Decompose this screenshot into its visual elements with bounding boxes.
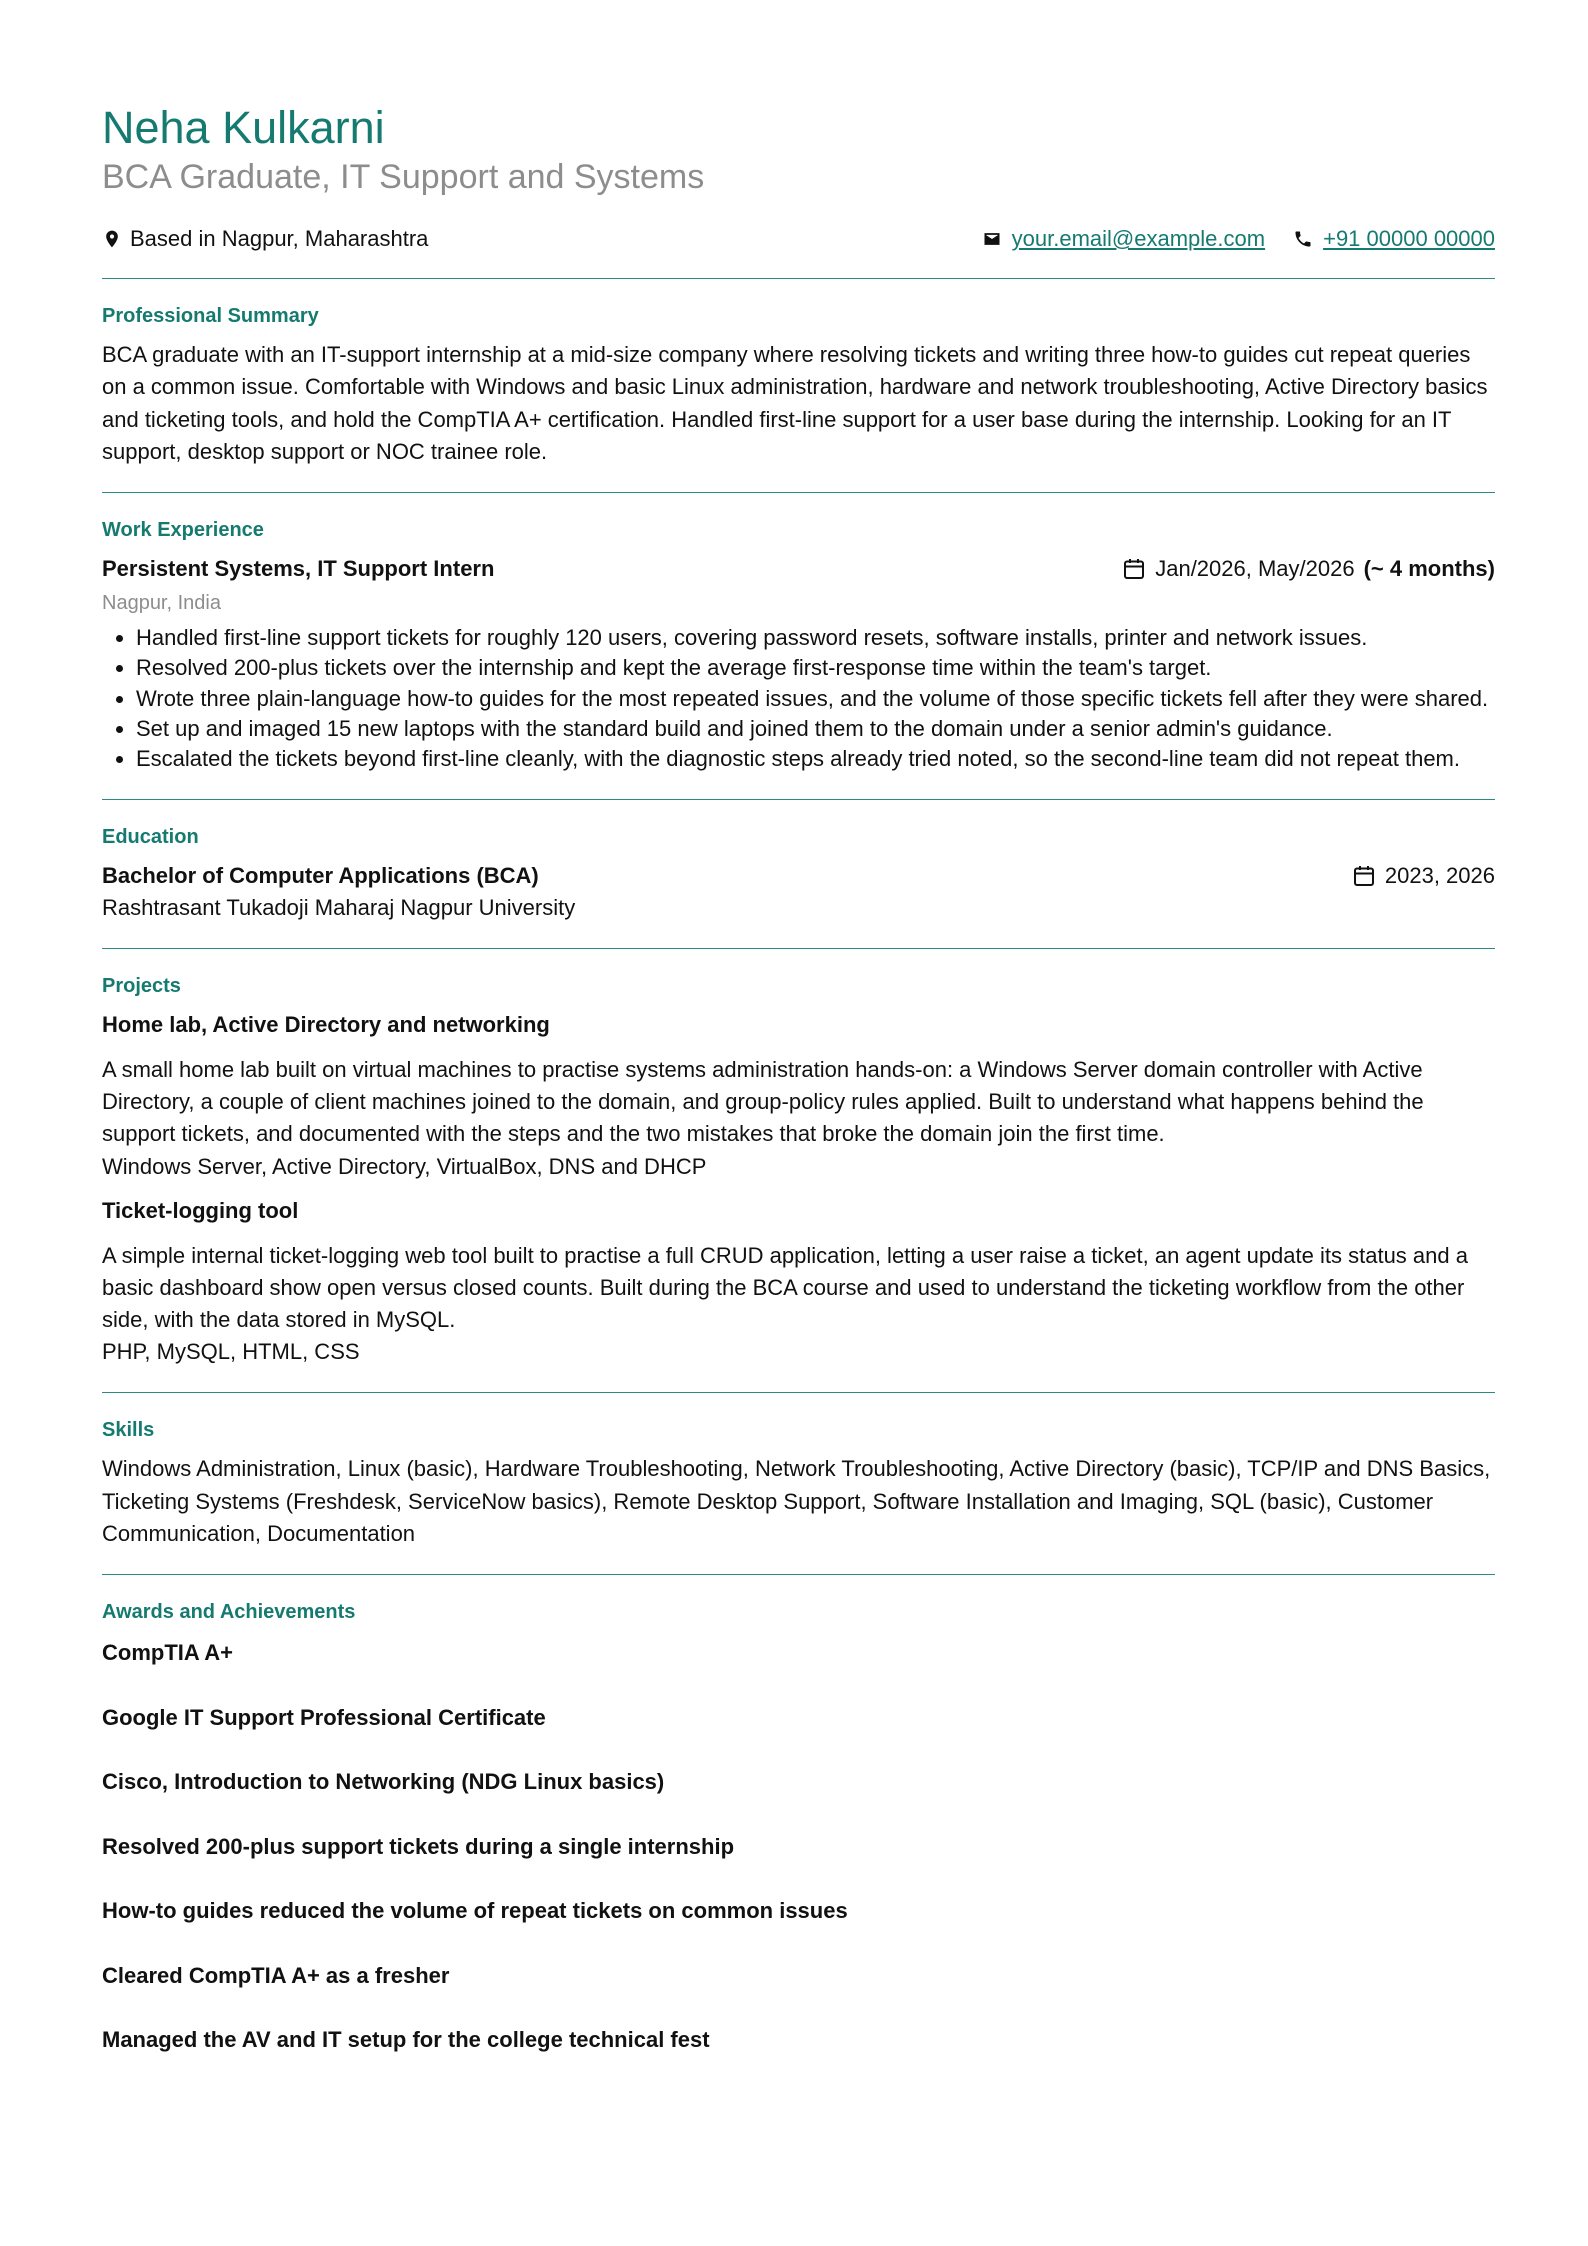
education-heading: Education <box>102 825 199 848</box>
job-duration: (~ 4 months) <box>1363 556 1495 582</box>
list-item: • Escalated the tickets beyond first-line cleanly, with the diagnostic steps already tried noted, so the second-line team did not repeat them. <box>136 744 1495 774</box>
phone-icon <box>1293 229 1313 249</box>
project-tech: Windows Server, Active Directory, VirtualBox, DNS and DHCP <box>102 1153 707 1179</box>
degree-header <box>102 860 1495 892</box>
summary-heading: Professional Summary <box>102 305 319 327</box>
list-item: • Handled first-line support tickets for roughly 120 users, covering password resets, software installs, printer and network issues. <box>136 623 1495 653</box>
job-date-range: Jan/2026, May/2026 <box>1155 556 1355 582</box>
job-title: Persistent Systems, IT Support Intern <box>102 556 495 582</box>
awards-heading: Awards and Achievements <box>102 1601 356 1624</box>
award-item: How-to guides reduced the volume of repeat tickets on common issues <box>102 1898 848 1924</box>
phone-item <box>1293 226 1495 252</box>
email-link[interactable]: your.email@example.com <box>1011 226 1266 251</box>
award-item: Cisco, Introduction to Networking (NDG Linux basics) <box>102 1769 665 1795</box>
experience-section <box>102 493 1495 798</box>
summary-section <box>102 279 1495 492</box>
skills-heading: Skills <box>102 1419 155 1442</box>
calendar-icon <box>1352 864 1376 888</box>
projects-heading: Projects <box>102 974 181 997</box>
map-pin-icon <box>102 229 122 249</box>
education-section <box>102 800 1495 948</box>
degree-title: Bachelor of Computer Applications (BCA) <box>102 862 539 888</box>
job-location: Nagpur, India <box>102 592 221 615</box>
award-item: Google IT Support Professional Certificate <box>102 1704 546 1730</box>
job-header <box>102 553 1495 585</box>
skills-section <box>102 1393 1495 1574</box>
email-item <box>982 226 1265 252</box>
award-item: CompTIA A+ <box>102 1640 233 1666</box>
phone-link[interactable]: +91 00000 00000 <box>1323 226 1495 251</box>
candidate-headline: BCA Graduate, IT Support and Systems <box>102 158 705 196</box>
degree-dates <box>1352 860 1495 892</box>
job-dates <box>1122 553 1495 585</box>
awards-section <box>102 1575 1495 2080</box>
project-description: A small home lab built on virtual machines to practise systems administration hands-on: a Windows Server domain controller with Active Directory, a couple of client machines joined to the domain, and group-policy rules applied. Built to understand what happens behind the support tickets, and documented with the steps and the two mistakes that broke the domain join the first time. <box>102 1056 1424 1147</box>
contact-bar <box>102 224 1495 254</box>
list-item: • Set up and imaged 15 new laptops with the standard build and joined them to the domain under a senior admin's guidance. <box>136 714 1495 744</box>
project-item <box>102 1195 1495 1369</box>
envelope-icon <box>982 229 1002 249</box>
project-title: Ticket-logging tool <box>102 1197 299 1223</box>
summary-text: BCA graduate with an IT-support internship at a mid-size company where resolving tickets and writing three how-to guides cut repeat queries on a common issue. Comfortable with Windows and basic Linux administration, hardware and network troubleshooting, Active Directory basics and ticketing tools, and hold the CompTIA A+ certification. Handled first-line support for a user base during the internship. Looking for an IT support, desktop support or NOC trainee role. <box>102 342 1488 464</box>
award-item: Managed the AV and IT setup for the college technical fest <box>102 2027 710 2053</box>
list-item: • Wrote three plain-language how-to guides for the most repeated issues, and the volume of those specific tickets fell after they were shared. <box>136 684 1495 714</box>
location-text: Based in Nagpur, Maharashtra <box>130 226 429 251</box>
awards-list <box>102 1637 1495 2056</box>
award-item: Resolved 200-plus support tickets during a single internship <box>102 1833 735 1859</box>
award-item: Cleared CompTIA A+ as a fresher <box>102 1962 450 1988</box>
project-item <box>102 1009 1495 1183</box>
project-tech: PHP, MySQL, HTML, CSS <box>102 1339 360 1365</box>
contact-links <box>982 226 1495 252</box>
project-description: A simple internal ticket-logging web tool built to practise a full CRUD application, letting a user raise a ticket, an agent update its status and a basic dashboard show open versus closed counts. Built during the BCA course and used to understand the ticketing workflow from the other side, with the data stored in MySQL. <box>102 1242 1468 1333</box>
job-bullets <box>102 623 1495 774</box>
list-item: • Resolved 200-plus tickets over the internship and kept the average first-response time within the team's target. <box>136 653 1495 683</box>
calendar-icon <box>1122 557 1146 581</box>
candidate-name: Neha Kulkarni <box>102 102 385 153</box>
resume-page <box>102 100 1495 2080</box>
degree-date-range: 2023, 2026 <box>1384 862 1495 888</box>
location <box>102 226 428 252</box>
skills-text: Windows Administration, Linux (basic), Hardware Troubleshooting, Network Troubleshooting, Active Directory (basic), TCP/IP and DNS Basics, Ticketing Systems (Freshdesk, ServiceNow basics), Remote Desktop Support, Software Installation and Imaging, SQL (basic), Customer Communication, Documentation <box>102 1456 1491 1547</box>
university-name: Rashtrasant Tukadoji Maharaj Nagpur University <box>102 894 576 920</box>
project-title: Home lab, Active Directory and networking <box>102 1011 550 1037</box>
experience-heading: Work Experience <box>102 519 264 542</box>
projects-section <box>102 949 1495 1393</box>
